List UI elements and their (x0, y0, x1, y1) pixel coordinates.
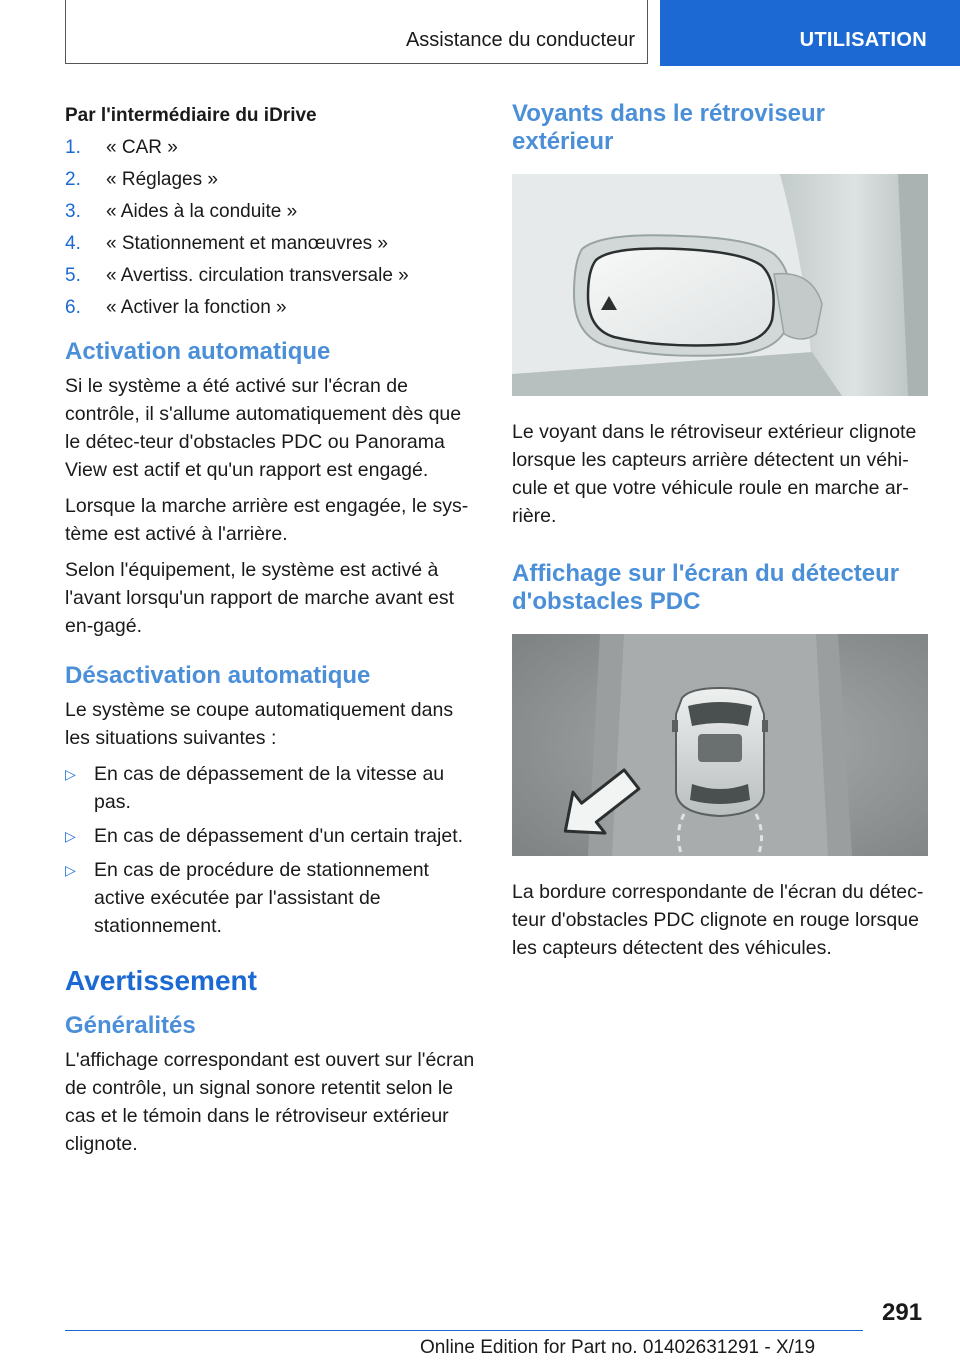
footer-divider (65, 1330, 863, 1331)
header-section-box (65, 0, 648, 64)
header-chapter-tab (660, 0, 960, 66)
header-section-title: Assistance du conducteur (405, 29, 635, 51)
step-item (65, 198, 481, 230)
list-item-text: En cas de procédure de stationnement active exécutée par l'assistant de stationnement. (94, 859, 429, 937)
page-number: 291 (882, 1299, 923, 1326)
step-item (65, 134, 481, 166)
step-number: 3. (65, 201, 81, 222)
step-item (65, 294, 481, 326)
step-number: 1. (65, 137, 81, 158)
step-item (65, 262, 481, 294)
list-item (65, 760, 481, 816)
mirror-indicator-heading: Voyants dans le rétroviseur extérieur (512, 100, 826, 155)
triangle-bullet-icon: ▷ (65, 828, 76, 844)
auto-activation-heading: Activation automatique (65, 338, 331, 365)
pdc-display-illustration (512, 634, 928, 856)
step-number: 6. (65, 297, 81, 318)
deactivation-list (65, 760, 481, 940)
list-item-text: En cas de dépassement de la vitesse au pas. (94, 763, 445, 813)
step-text: « Aides à la conduite » (106, 201, 298, 222)
header-chapter-label: UTILISATION (799, 29, 927, 51)
warning-heading: Avertissement (65, 965, 257, 996)
list-item (65, 822, 481, 850)
step-item (65, 166, 481, 198)
step-number: 2. (65, 169, 81, 190)
list-item (65, 856, 481, 940)
right-column (512, 100, 930, 970)
general-heading: Généralités (65, 1012, 196, 1039)
pdc-display-caption: La bordure correspondante de l'écran du détec-teur d'obstacles PDC clignote en rouge lorsque les capteurs détectent des véhicules. (512, 881, 924, 959)
step-text: « Réglages » (106, 169, 218, 190)
auto-deactivation-heading: Désactivation automatique (65, 662, 371, 689)
triangle-bullet-icon: ▷ (65, 766, 76, 782)
auto-deactivation-intro: Le système se coupe automatiquement dans les situations suivantes : (65, 699, 454, 749)
footer-edition: Online Edition for Part no. 01402631291 - X/19 (420, 1337, 816, 1358)
idrive-title: Par l'intermédiaire du iDrive (65, 105, 317, 126)
step-text: « Activer la fonction » (106, 297, 287, 318)
mirror-indicator-caption: Le voyant dans le rétroviseur extérieur clignote lorsque les capteurs arrière détectent un véhi-cule et que votre véhicule roule en marche ar-rière. (512, 421, 917, 527)
pdc-display-heading: Affichage sur l'écran du détecteur d'obstacles PDC (512, 560, 900, 615)
step-item (65, 230, 481, 262)
step-text: « Avertiss. circulation transversale » (106, 265, 409, 286)
list-item-text: En cas de dépassement d'un certain trajet. (94, 825, 464, 847)
side-mirror-illustration (512, 174, 928, 396)
auto-activation-text-1: Si le système a été activé sur l'écran de contrôle, il s'allume automatiquement dès que le détec-teur d'obstacles PDC ou Panorama View est actif et qu'un rapport est engagé. (65, 375, 462, 481)
step-number: 4. (65, 233, 81, 254)
step-number: 5. (65, 265, 81, 286)
auto-activation-text-2: Lorsque la marche arrière est engagée, le sys-tème est activé à l'arrière. (65, 495, 469, 545)
general-text: L'affichage correspondant est ouvert sur l'écran de contrôle, un signal sonore retentit selon le cas et le témoin dans le rétroviseur extérieur clignote. (65, 1049, 475, 1155)
left-column (65, 102, 481, 1166)
idrive-steps (65, 134, 481, 326)
step-text: « CAR » (106, 137, 178, 158)
triangle-bullet-icon: ▷ (65, 862, 76, 878)
auto-activation-text-3: Selon l'équipement, le système est activé à l'avant lorsqu'un rapport de marche avant est en-gagé. (65, 559, 455, 637)
step-text: « Stationnement et manœuvres » (106, 233, 388, 254)
